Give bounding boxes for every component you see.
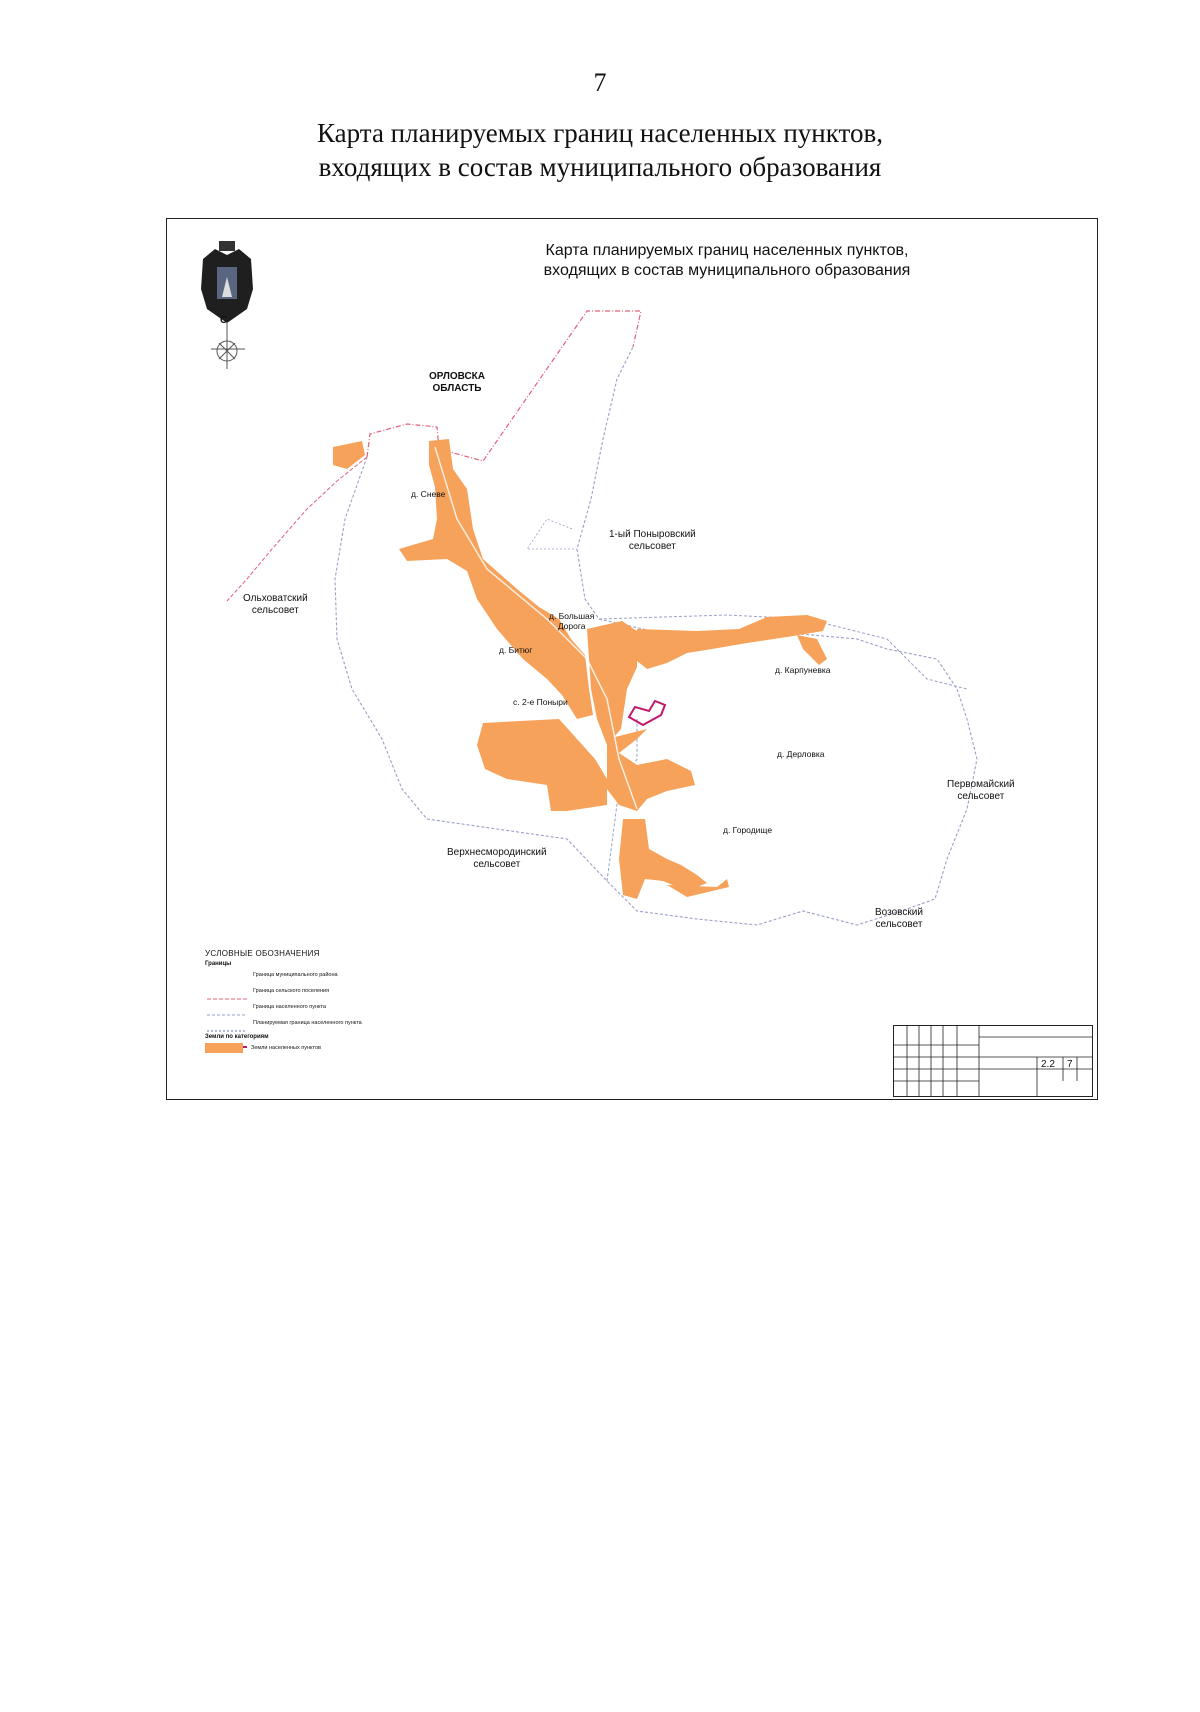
district-border-west xyxy=(227,457,367,601)
legend-item: Планируемая граница населенного пункта xyxy=(253,1020,362,1026)
map-title-line-1: Карта планируемых границ населенных пунктов, xyxy=(545,242,909,259)
region-label-orel: ОРЛОВСКА ОБЛАСТЬ xyxy=(429,371,486,394)
map-title-line-2: входящих в состав муниципального образования xyxy=(543,262,911,279)
legend-item: Граница сельского поселения xyxy=(253,988,330,994)
page-title-line-2: входящих в состав муниципального образования xyxy=(318,152,882,182)
compass-letter: С xyxy=(220,315,228,326)
legend-borders-heading: Границы xyxy=(205,961,232,967)
settlement-derlovka xyxy=(607,729,695,811)
settlement-label-goroditse: д. Городище xyxy=(723,825,773,835)
sheet-code: 2.2 xyxy=(1041,1059,1055,1070)
page-title-line-1: Карта планируемых границ населенных пунктов, xyxy=(317,118,883,148)
region-label-pervomaysky: Первомайский сельсовет xyxy=(947,779,1015,802)
settlement-label-ponyri: с. 2-е Поныри xyxy=(513,697,568,707)
legend xyxy=(205,949,425,1056)
region-label-verkhnesmorodinsky: Верхнесмородинский сельсовет xyxy=(447,847,547,870)
legend-item: Граница муниципального района xyxy=(253,972,338,978)
page-title xyxy=(0,116,1200,184)
settlement-corridor xyxy=(399,439,593,719)
region-label-ponyrovsky: 1-ый Поныровский сельсовет xyxy=(609,529,696,552)
compass-icon xyxy=(211,323,245,369)
legend-item: Граница населенного пункта xyxy=(253,1004,326,1010)
region-label-olkhovatsky: Ольховатский сельсовет xyxy=(243,593,308,616)
map-frame xyxy=(166,218,1098,1100)
settlement-sneve xyxy=(333,441,365,469)
title-block xyxy=(893,1025,1093,1097)
settlement-label-bolshaya-doroga: д. Большая Дорога xyxy=(549,611,595,631)
legend-title: УСЛОВНЫЕ ОБОЗНАЧЕНИЯ xyxy=(205,949,320,958)
coat-of-arms-icon xyxy=(201,241,253,323)
planned-border xyxy=(629,701,665,725)
settlement-label-sneve: д. Сневе xyxy=(411,489,446,499)
settlement-karpunevka-east xyxy=(797,635,827,665)
settlement-label-karpunevka: д. Карпуневка xyxy=(775,665,831,675)
legend-lands-heading: Земли по категориям xyxy=(205,1034,269,1040)
council-border-central xyxy=(527,519,577,549)
settlement-karpunevka xyxy=(637,615,827,669)
settlement-ponyri xyxy=(477,719,607,811)
legend-item: Земли населенных пунктов xyxy=(205,1040,425,1056)
page-number: 7 xyxy=(593,68,607,97)
map-title xyxy=(407,241,1047,281)
district-border xyxy=(367,311,641,461)
region-label-vozovsky: Возовский сельсовет xyxy=(875,907,923,930)
sheet-number: 7 xyxy=(1067,1059,1073,1070)
settlement-label-bityug: д. Битюг xyxy=(499,645,533,655)
settlement-label-derlovka: д. Дерловка xyxy=(777,749,825,759)
